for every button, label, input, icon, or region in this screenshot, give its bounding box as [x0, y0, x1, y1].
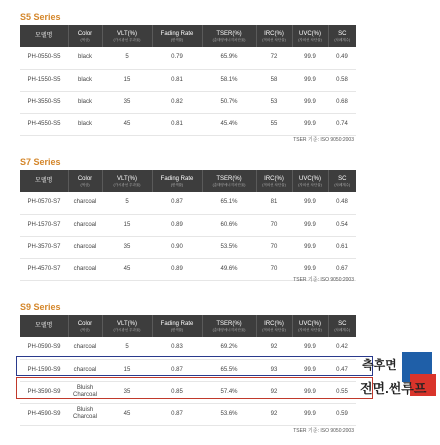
col-header-sublabel: (총태양에너지차단율): [212, 37, 246, 42]
section-title: S9 Series: [20, 302, 61, 312]
col-header-sublabel: (총태양에너지차단율): [212, 182, 246, 187]
table-cell: 99.9: [292, 359, 328, 381]
col-header-sublabel: (변색률): [170, 327, 184, 332]
table-cell: 0.82: [152, 91, 202, 113]
col-header-sublabel: (차폐계수): [334, 182, 351, 187]
col-header-vlt: [102, 315, 152, 337]
col-header-tser: [202, 315, 256, 337]
table-cell: charcoal: [68, 236, 102, 258]
table-cell: 99.9: [292, 91, 328, 113]
col-header-label: UVC(%): [299, 320, 321, 327]
col-header-label: IRC(%): [264, 320, 284, 327]
table-cell: 92: [256, 403, 292, 425]
table-row: [20, 113, 356, 135]
table-cell: 0.59: [328, 403, 356, 425]
table-cell: black: [68, 47, 102, 69]
col-header-sublabel: (변색률): [170, 37, 184, 42]
col-header-fading: [152, 170, 202, 192]
table-cell: 70: [256, 236, 292, 258]
watermark-logo: [356, 348, 440, 408]
watermark-text-line2: 전면.썬루프: [360, 381, 427, 396]
col-header-label: TSER(%): [216, 30, 242, 37]
table-cell: 5: [102, 47, 152, 69]
table-row: [20, 69, 356, 91]
table-cell: 15: [102, 214, 152, 236]
col-header-sublabel: (자외선 차단율): [298, 327, 322, 332]
table-cell: 55: [256, 113, 292, 135]
table-cell: charcoal: [68, 359, 102, 381]
table-cell: 0.49: [328, 47, 356, 69]
col-header-color: [68, 170, 102, 192]
table-cell: 65.5%: [202, 359, 256, 381]
table-cell: 5: [102, 192, 152, 214]
table-cell: 72: [256, 47, 292, 69]
col-header-sc: [328, 170, 356, 192]
table-cell: PH-0590-S9: [20, 337, 68, 359]
table-cell: black: [68, 113, 102, 135]
table-cell: Bluish Charcoal: [68, 381, 102, 403]
table-cell: charcoal: [68, 337, 102, 359]
col-header-label: Color: [77, 320, 93, 327]
table-cell: black: [68, 91, 102, 113]
watermark-text-line1: 측후면: [362, 358, 397, 372]
section-title: S7 Series: [20, 157, 61, 167]
table-cell: 0.48: [328, 192, 356, 214]
table-cell: 92: [256, 337, 292, 359]
spec-table: [20, 170, 356, 281]
table-cell: 35: [102, 236, 152, 258]
table-cell: 70: [256, 214, 292, 236]
table-cell: 0.87: [152, 359, 202, 381]
table-cell: 35: [102, 91, 152, 113]
table-cell: 45.4%: [202, 113, 256, 135]
table-cell: black: [68, 69, 102, 91]
col-header-label: SC: [338, 30, 347, 37]
table-cell: 0.74: [328, 113, 356, 135]
table-cell: 99.9: [292, 403, 328, 425]
col-header-label: TSER(%): [216, 320, 242, 327]
table-cell: 0.89: [152, 214, 202, 236]
col-header-label: VLT(%): [117, 175, 137, 182]
col-header-label: Fading Rate: [160, 30, 194, 37]
table-cell: 81: [256, 192, 292, 214]
col-header-model: [20, 25, 68, 47]
table-cell: 0.79: [152, 47, 202, 69]
table-cell: PH-1550-S5: [20, 69, 68, 91]
col-header-fading: [152, 25, 202, 47]
col-header-vlt: [102, 25, 152, 47]
col-header-uvc: [292, 25, 328, 47]
table-cell: 45: [102, 258, 152, 280]
col-header-irc: [256, 25, 292, 47]
table-cell: 99.9: [292, 192, 328, 214]
col-header-uvc: [292, 315, 328, 337]
col-header-sublabel: (총태양에너지차단율): [212, 327, 246, 332]
table-row: [20, 91, 356, 113]
table-row: [20, 403, 356, 425]
col-header-sublabel: (색상): [80, 327, 90, 332]
table-cell: 0.87: [152, 192, 202, 214]
table-cell: PH-0550-S5: [20, 47, 68, 69]
col-header-tser: [202, 25, 256, 47]
col-header-sublabel: (색상): [80, 37, 90, 42]
table-cell: 0.90: [152, 236, 202, 258]
tser-standard-note: TSER 기준: ISO 9050:2003: [293, 277, 354, 283]
table-cell: 69.2%: [202, 337, 256, 359]
col-header-label: UVC(%): [299, 175, 321, 182]
table-cell: 0.68: [328, 91, 356, 113]
table-cell: PH-4570-S7: [20, 258, 68, 280]
col-header-label: 모델명: [35, 322, 53, 329]
col-header-sublabel: (차폐계수): [334, 37, 351, 42]
table-cell: 99.9: [292, 337, 328, 359]
col-header-label: SC: [338, 320, 347, 327]
table-cell: 15: [102, 359, 152, 381]
col-header-sublabel: (자외선 차단율): [298, 182, 322, 187]
table-cell: 57.4%: [202, 381, 256, 403]
col-header-label: 모델명: [35, 177, 53, 184]
col-header-label: VLT(%): [117, 320, 137, 327]
spec-table: [20, 25, 356, 136]
col-header-label: SC: [338, 175, 347, 182]
col-header-sublabel: (가시광선 투과율): [113, 182, 141, 187]
table-cell: PH-3570-S7: [20, 236, 68, 258]
col-header-irc: [256, 170, 292, 192]
table-row: [20, 236, 356, 258]
table-cell: 49.6%: [202, 258, 256, 280]
table-cell: 70: [256, 258, 292, 280]
col-header-sublabel: (적외선 차단율): [262, 327, 286, 332]
table-cell: 0.42: [328, 337, 356, 359]
col-header-vlt: [102, 170, 152, 192]
table-cell: 0.81: [152, 69, 202, 91]
tser-standard-note: TSER 기준: ISO 9050:2003: [293, 137, 354, 143]
table-row: [20, 192, 356, 214]
col-header-sublabel: (자외선 차단율): [298, 37, 322, 42]
table-cell: 0.83: [152, 337, 202, 359]
col-header-sc: [328, 315, 356, 337]
table-cell: 50.7%: [202, 91, 256, 113]
col-header-uvc: [292, 170, 328, 192]
table-cell: 99.9: [292, 47, 328, 69]
table-cell: charcoal: [68, 192, 102, 214]
table-cell: charcoal: [68, 214, 102, 236]
col-header-irc: [256, 315, 292, 337]
col-header-tser: [202, 170, 256, 192]
row-highlight-red: [16, 377, 373, 399]
table-cell: 0.85: [152, 381, 202, 403]
table-cell: 99.9: [292, 113, 328, 135]
col-header-sublabel: (적외선 차단율): [262, 37, 286, 42]
table-cell: 0.87: [152, 403, 202, 425]
table-cell: 5: [102, 337, 152, 359]
table-cell: PH-3590-S9: [20, 381, 68, 403]
table-cell: 35: [102, 381, 152, 403]
table-row: [20, 47, 356, 69]
table-cell: 60.6%: [202, 214, 256, 236]
table-cell: 45: [102, 403, 152, 425]
col-header-sublabel: (변색률): [170, 182, 184, 187]
col-header-fading: [152, 315, 202, 337]
col-header-label: IRC(%): [264, 30, 284, 37]
table-cell: 99.9: [292, 258, 328, 280]
row-highlight-blue: [16, 356, 373, 376]
table-cell: 99.9: [292, 381, 328, 403]
table-cell: 0.89: [152, 258, 202, 280]
table-cell: 53.5%: [202, 236, 256, 258]
col-header-sublabel: (색상): [80, 182, 90, 187]
table-cell: 99.9: [292, 69, 328, 91]
table-cell: PH-1590-S9: [20, 359, 68, 381]
table-cell: 0.58: [328, 69, 356, 91]
col-header-label: Color: [77, 175, 93, 182]
table-cell: PH-3550-S5: [20, 91, 68, 113]
col-header-label: Fading Rate: [160, 320, 194, 327]
section-title: S5 Series: [20, 12, 61, 22]
table-cell: 0.61: [328, 236, 356, 258]
col-header-sc: [328, 25, 356, 47]
col-header-model: [20, 315, 68, 337]
table-cell: PH-4590-S9: [20, 403, 68, 425]
table-cell: 0.54: [328, 214, 356, 236]
table-cell: 15: [102, 69, 152, 91]
table-cell: PH-1570-S7: [20, 214, 68, 236]
col-header-label: Color: [77, 30, 93, 37]
col-header-color: [68, 25, 102, 47]
table-cell: 65.9%: [202, 47, 256, 69]
col-header-label: 모델명: [35, 32, 53, 39]
table-cell: 0.81: [152, 113, 202, 135]
col-header-label: Fading Rate: [160, 175, 194, 182]
table-cell: 0.47: [328, 359, 356, 381]
table-cell: 92: [256, 381, 292, 403]
col-header-sublabel: (적외선 차단율): [262, 182, 286, 187]
table-cell: 93: [256, 359, 292, 381]
table-cell: 99.9: [292, 236, 328, 258]
table-cell: 53.6%: [202, 403, 256, 425]
table-cell: PH-0570-S7: [20, 192, 68, 214]
table-cell: 65.1%: [202, 192, 256, 214]
table-cell: Bluish Charcoal: [68, 403, 102, 425]
table-cell: 99.9: [292, 214, 328, 236]
col-header-sublabel: (가시광선 투과율): [113, 37, 141, 42]
col-header-label: TSER(%): [216, 175, 242, 182]
col-header-label: UVC(%): [299, 30, 321, 37]
col-header-sublabel: (가시광선 투과율): [113, 327, 141, 332]
table-row: [20, 214, 356, 236]
col-header-sublabel: (차폐계수): [334, 327, 351, 332]
table-cell: 0.55: [328, 381, 356, 403]
table-cell: 45: [102, 113, 152, 135]
col-header-label: IRC(%): [264, 175, 284, 182]
col-header-label: VLT(%): [117, 30, 137, 37]
table-cell: PH-4550-S5: [20, 113, 68, 135]
table-cell: charcoal: [68, 258, 102, 280]
table-cell: 58: [256, 69, 292, 91]
table-cell: 58.1%: [202, 69, 256, 91]
table-cell: 53: [256, 91, 292, 113]
col-header-model: [20, 170, 68, 192]
tser-standard-note: TSER 기준: ISO 9050:2003: [293, 428, 354, 434]
table-cell: 0.67: [328, 258, 356, 280]
col-header-color: [68, 315, 102, 337]
